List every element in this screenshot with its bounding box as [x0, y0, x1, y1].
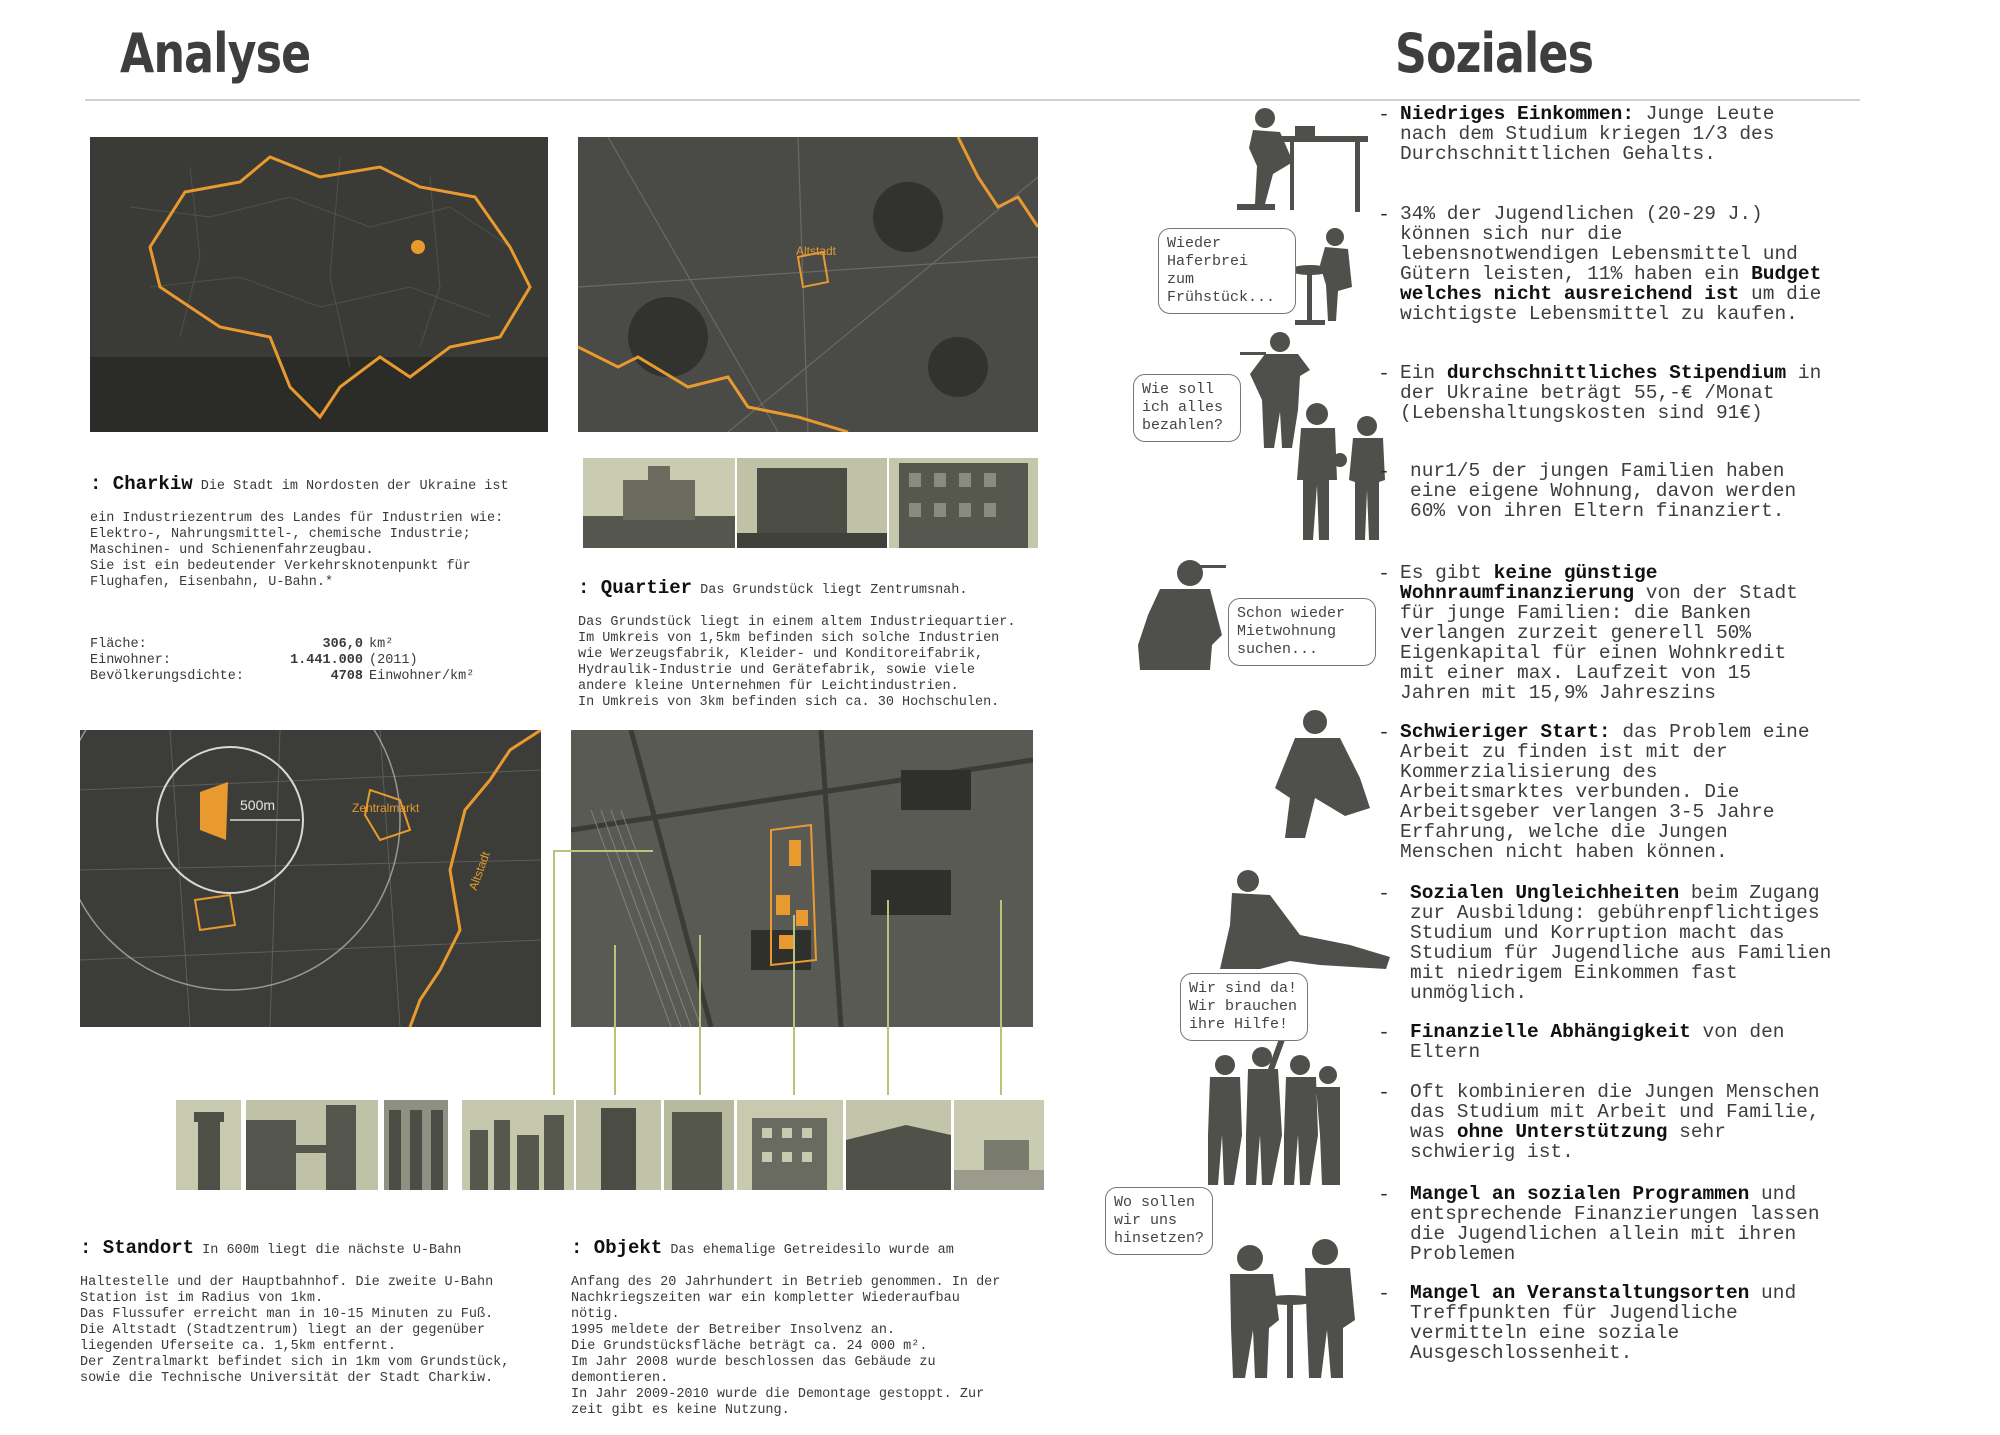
social-issue-item: Sozialen Ungleichheiten beim Zugang zur Ausbildung: gebührenpflichtiges Studium und Korruption macht das Studium für Jugendliche aus Familien mit niedrigem Einkommen fast unmöglich.	[1410, 882, 1832, 1004]
city-map-image	[578, 137, 1038, 432]
social-issue-item: Ein durchschnittliches Stipendium in der Ukraine beträgt 55,-€ /Monat (Lebenshaltungskosten sind 91€)	[1400, 362, 1822, 424]
workshop-photo	[846, 1100, 951, 1190]
charkiw-intro: Die Stadt im Nordosten der Ukraine ist	[200, 479, 509, 494]
altstadt2-map-label: Altstadt	[465, 849, 493, 893]
person-reclining-silhouette	[1210, 865, 1390, 975]
bullet-dash: -	[1378, 104, 1391, 127]
bullet-dash: -	[1378, 461, 1391, 484]
social-issue-item: 34% der Jugendlichen (20-29 J.) können sich nur die lebensnotwendigen Lebensmittel und Gütern leisten, 11% haben ein Budget welches nicht ausreichend ist um die wichtigste Lebensmittel zu kaufen.	[1400, 203, 1822, 325]
speech-bubble: Wir sind da! Wir brauchen ihre Hilfe!	[1180, 973, 1308, 1041]
soziales-heading: Soziales	[1395, 22, 1594, 85]
stat-row	[90, 637, 560, 653]
objekt-intro: Das ehemalige Getreidesilo wurde am	[670, 1243, 954, 1258]
family-silhouette	[1295, 400, 1390, 545]
person-at-desk-silhouette	[1235, 104, 1370, 214]
connector-line	[614, 945, 616, 1095]
bullet-dash: -	[1378, 204, 1391, 227]
silo-cylinders-photo	[384, 1100, 448, 1190]
person-eating-silhouette	[1290, 225, 1370, 325]
silo-tower-photo	[176, 1100, 241, 1190]
standort-body: Haltestelle und der Hauptbahnhof. Die zweite U-Bahn Station ist im Radius von 1km. Das Flussufer erreicht man in 10-15 Minuten zu Fuß. Die Altstadt (Stadtzentrum) liegt an der gegenüber liegenden Uferseite ca. 1,5km entfernt. Der Zentralmarkt befindet sich in 1km vom Grundstück, sowie die Technische Universität der Stadt Charkiw.	[80, 1275, 510, 1386]
silo-photo	[246, 1100, 378, 1190]
radius-map-label: 500m	[240, 797, 276, 813]
bullet-dash: -	[1378, 722, 1391, 745]
social-issue-item: Schwieriger Start: das Problem eine Arbeit zu finden ist mit der Kommerzialisierung des Arbeitsmarktes verbunden. Die Arbeitsgeber verlangen 3-5 Jahre Erfahrung, welche die Jungen Menschen nicht haben können.	[1400, 721, 1810, 863]
connector-line	[793, 915, 795, 1095]
objekt-text	[571, 1224, 1041, 1435]
stat-value: 4708	[330, 669, 363, 684]
social-issue-item: nur1/5 der jungen Familien haben eine eigene Wohnung, davon werden 60% von ihren Eltern finanziert.	[1410, 460, 1797, 522]
connector-line	[887, 900, 889, 1095]
location-map-image	[80, 730, 541, 1027]
ruin-photo	[737, 1100, 843, 1190]
bullet-dash: -	[1378, 563, 1391, 586]
social-issue-item: Es gibt keine günstige Wohnraumfinanzierung von der Stadt für junge Familien: die Banken verlangen zurzeit generell 50% Eigenkapital für einen Wohnkredit mit einer max. Laufzeit von 15 Jahren mit 15,9% Jahreszins	[1400, 562, 1798, 704]
bullet-dash: -	[1378, 1082, 1391, 1105]
speech-bubble: Wo sollen wir uns hinsetzen?	[1105, 1187, 1213, 1255]
stat-unit: km²	[369, 637, 394, 652]
bullet-dash: -	[1378, 1184, 1391, 1207]
stat-unit: Einwohner/km²	[369, 669, 475, 684]
social-issue-item: Niedriges Einkommen: Junge Leute nach dem Studium kriegen 1/3 des Durchschnittlichen Gehalts.	[1400, 103, 1775, 165]
towers-photo	[462, 1100, 574, 1190]
stat-label: Einwohner:	[90, 653, 172, 668]
site-aerial-image	[571, 730, 1033, 1027]
tall-silo-photo	[576, 1100, 661, 1190]
charkiw-label: : Charkiw	[90, 473, 193, 495]
bullet-dash: -	[1378, 1283, 1391, 1306]
factory-photo	[889, 458, 1038, 548]
zentralmarkt-map-label: Zentralmarkt	[352, 801, 420, 815]
speech-bubble: Wieder Haferbrei zum Frühstück...	[1158, 228, 1296, 314]
stat-unit: (2011)	[369, 653, 418, 668]
quartier-body: Das Grundstück liegt in einem altem Industriequartier. Im Umkreis von 1,5km befinden sich solche Industrien wie Werzeugsfabrik, Kleider- und Konditoreifabrik, Hydraulik-Industrie und Gerätefabrik, sowie viele andere kleine Unternehmen für Leichtindustrien. In Umkreis von 3km befinden sich ca. 30 Hochschulen.	[578, 615, 1016, 710]
yard-photo	[954, 1100, 1044, 1190]
analyse-heading: Analyse	[120, 22, 311, 85]
stat-label: Fläche:	[90, 637, 147, 652]
charkiw-stats	[90, 637, 560, 685]
stat-row	[90, 653, 560, 669]
social-issue-item: Oft kombinieren die Jungen Menschen das Studium mit Arbeit und Familie, was ohne Unterstützung sehr schwierig ist.	[1410, 1081, 1820, 1163]
bullet-dash: -	[1378, 883, 1391, 906]
standort-label: : Standort	[80, 1237, 195, 1259]
ukraine-map-image	[90, 137, 548, 432]
stat-value: 1.441.000	[290, 653, 363, 668]
altstadt-map-label: Altstadt	[796, 244, 837, 258]
bullet-dash: -	[1378, 363, 1391, 386]
social-issue-item: Mangel an sozialen Programmen und entsprechende Finanzierungen lassen die Jugendlichen allein mit ihren Problemen	[1410, 1183, 1820, 1265]
objekt-label: : Objekt	[571, 1237, 663, 1259]
quartier-text	[578, 564, 1048, 727]
objekt-body: Anfang des 20 Jahrhundert in Betrieb genommen. In der Nachkriegszeiten war ein kompletter Wiederaufbau nötig. 1995 meldete der Betreiber Insolvenz an. Die Grundstücksfläche beträgt ca. 24 000 m². Im Jahr 2008 wurde beschlossen das Gebäude zu demontieren. In Jahr 2009-2010 wurde die Demontage gestoppt. Zur zeit gibt es keine Nutzung.	[571, 1275, 1001, 1418]
charkiw-body: ein Industriezentrum des Landes für Industrien wie: Elektro-, Nahrungsmittel-, chemische Industrie; Maschinen- und Schienenfahrzeugbau. Sie ist ein bedeutender Verkehrsknotenpunkt für Flughafen, Eisenbahn, U-Bahn.*	[90, 511, 504, 590]
bullet-dash: -	[1378, 1022, 1391, 1045]
station-photo	[583, 458, 735, 548]
speech-bubble: Wie soll ich alles bezahlen?	[1133, 374, 1241, 442]
social-issue-item: Finanzielle Abhängigkeit von den Eltern	[1410, 1021, 1785, 1063]
standort-intro: In 600m liegt die nächste U-Bahn	[202, 1243, 462, 1258]
header-rule	[85, 99, 1860, 101]
quartier-label: : Quartier	[578, 577, 693, 599]
social-issue-item: Mangel an Veranstaltungsorten und Treffpunkten für Jugendliche vermitteln eine soziale Ausgeschlossenheit.	[1410, 1282, 1797, 1364]
people-at-table-silhouette	[1215, 1230, 1365, 1380]
connector-line	[1000, 900, 1002, 1095]
person-sitting-silhouette	[1245, 708, 1375, 843]
quartier-intro: Das Grundstück liegt Zentrumsnah.	[700, 583, 968, 598]
connector-line	[699, 935, 701, 1095]
group-raising-hands-silhouette	[1200, 1035, 1340, 1190]
speech-bubble: Schon wieder Mietwohnung suchen...	[1228, 598, 1376, 666]
connector-line	[553, 850, 555, 1095]
connector-line	[553, 850, 653, 852]
stat-label: Bevölkerungsdichte:	[90, 669, 244, 684]
old-man-sitting-silhouette	[1130, 555, 1230, 675]
stat-value: 306,0	[322, 637, 363, 652]
brick-tower-photo	[664, 1100, 734, 1190]
standort-text	[80, 1224, 550, 1403]
stat-row	[90, 669, 560, 685]
building-photo	[737, 458, 887, 548]
